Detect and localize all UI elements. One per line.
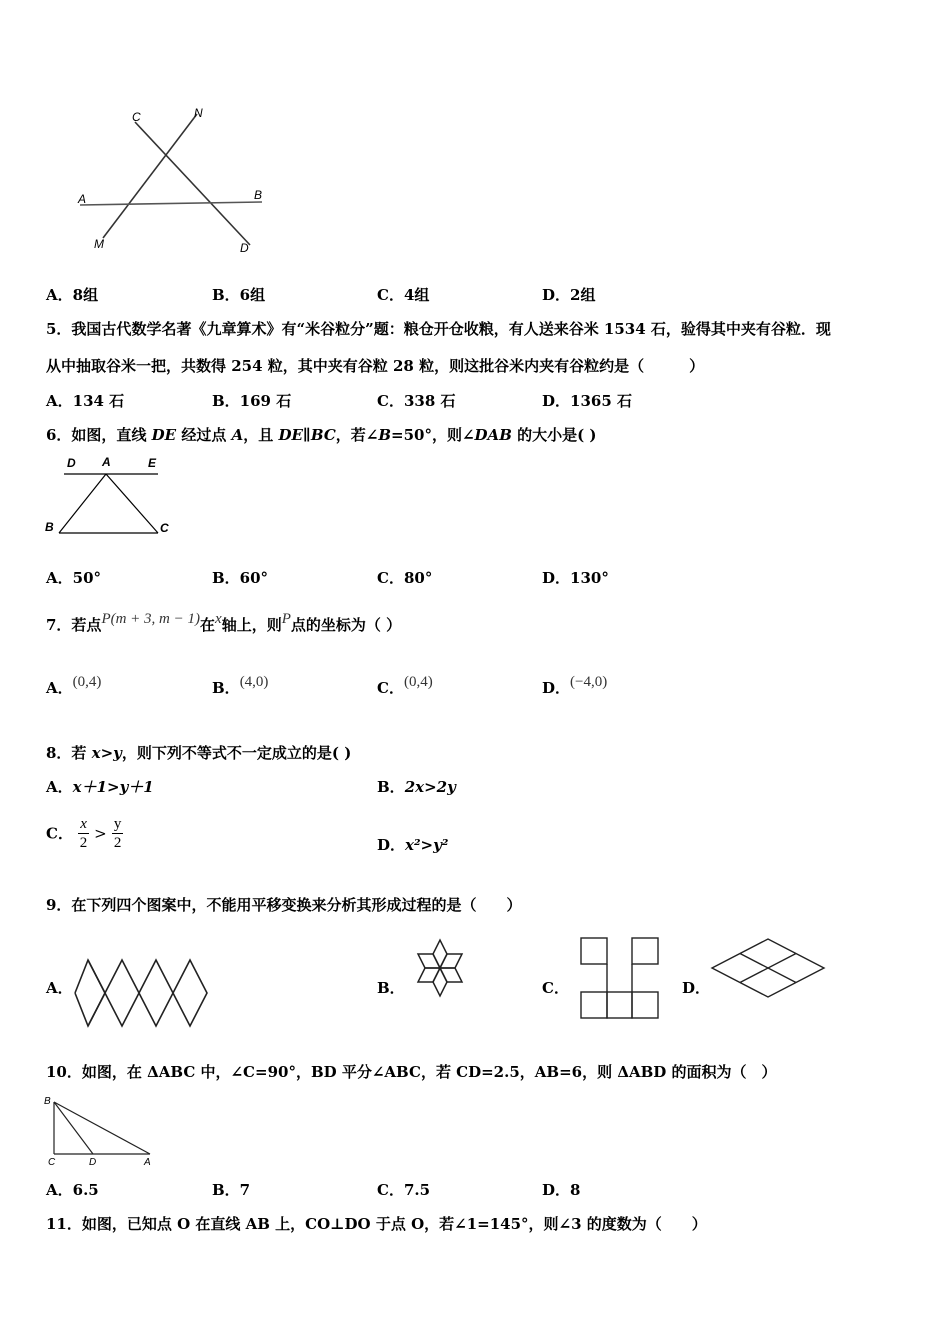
q7-option-c: C．(0,4) (377, 674, 433, 697)
label-c: C (48, 1157, 56, 1168)
line-ba (54, 1102, 150, 1154)
q10-figure (40, 1092, 160, 1168)
label-d: D (67, 456, 76, 470)
q8-option-a: A．x＋1>y＋1 (46, 778, 154, 796)
line-ab (59, 474, 106, 533)
label-m: M (94, 237, 104, 251)
q5-stem-line2: 从中抽取谷米一把，共数得 254 粒，其中夹有谷粒 28 粒，则这批谷米内夹有谷粒约是（ ） (46, 357, 705, 375)
q9-figure-b (402, 927, 482, 1009)
q4-option-c: C．4组 (377, 286, 430, 304)
q8-option-d: D．x²>y² (377, 836, 449, 854)
q8-option-c: C． $\frac{x}{2}$ > $\frac{y}{2}$ (46, 816, 122, 851)
q10-option-c: C．7.5 (377, 1181, 431, 1199)
q10-option-b: B．7 (212, 1181, 251, 1199)
q7-option-a: A．(0,4) (46, 674, 102, 697)
q6-option-b: B．60° (212, 569, 269, 587)
q4-option-b: B．6组 (212, 286, 266, 304)
line-bd (54, 1102, 93, 1154)
q4-option-a: A．8组 (46, 286, 99, 304)
q10-option-d: D．8 (542, 1181, 581, 1199)
q9-option-a: A． (46, 979, 73, 997)
label-c: C (132, 110, 141, 124)
q7-option-b: B．(4,0) (212, 674, 269, 697)
q9-option-d: D． (682, 979, 711, 997)
q5-option-c: C．338 石 (377, 392, 456, 410)
q6-option-c: C．80° (377, 569, 433, 587)
label-b: B (254, 188, 263, 202)
label-b: B (45, 520, 54, 534)
q6-option-a: A．50° (46, 569, 102, 587)
line-cd (135, 122, 250, 245)
label-a: A (144, 1157, 151, 1168)
q8-option-b: B．2x>2y (377, 778, 456, 796)
q9-figure-a (72, 955, 214, 1030)
q11-stem: 11．如图，已知点 O 在直线 AB 上，CO⊥DO 于点 O，若∠1=145°，则∠3 的度数为（ ） (46, 1215, 707, 1233)
q10-stem: 10．如图，在 ΔABC 中，∠C=90°，BD 平分∠ABC，若 CD=2.5，AB=6，则 ΔABD 的面积为（ ） (46, 1063, 777, 1081)
line-ab (80, 202, 262, 205)
line-nm (103, 114, 197, 238)
label-b: B (44, 1096, 51, 1107)
label-a: A (102, 455, 111, 469)
q5-option-a: A．134 石 (46, 392, 125, 410)
q9-figure-d (708, 935, 830, 1001)
line-ac (106, 474, 158, 533)
label-d: D (240, 241, 249, 255)
q5-option-b: B．169 石 (212, 392, 292, 410)
q9-figure-c (578, 935, 663, 1025)
q10-option-a: A．6.5 (46, 1181, 99, 1199)
q5-stem-line1: 5．我国古代数学名著《九章算术》有“米谷粒分”题：粮仓开仓收粮，有人送来谷米 1534 石，验得其中夹有谷粒．现 (46, 320, 831, 338)
q7-option-d: D．(−4,0) (542, 674, 608, 697)
label-c: C (160, 521, 169, 535)
q9-option-b: B． (377, 979, 405, 997)
label-n: N (194, 106, 203, 120)
q9-stem: 9．在下列四个图案中，不能用平移变换来分析其形成过程的是（ ） (46, 896, 522, 914)
q6-option-d: D．130° (542, 569, 609, 587)
q6-stem: 6．如图，直线 DE 经过点 A，且 DE∥BC，若∠B=50°，则∠DAB 的大小是( ) (46, 426, 597, 444)
label-e: E (148, 456, 157, 470)
label-d: D (89, 1157, 97, 1168)
q4-option-d: D．2组 (542, 286, 596, 304)
q5-option-d: D．1365 石 (542, 392, 632, 410)
q8-stem: 8．若 x>y，则下列不等式不一定成立的是( ) (46, 744, 352, 762)
q4-figure (70, 100, 280, 260)
q7-stem: 7．若点P(m + 3, m − 1)在x轴上，则P点的坐标为（ ） (46, 611, 402, 634)
q6-figure (40, 452, 190, 544)
label-a: A (78, 192, 87, 206)
q9-option-c: C． (542, 979, 569, 997)
